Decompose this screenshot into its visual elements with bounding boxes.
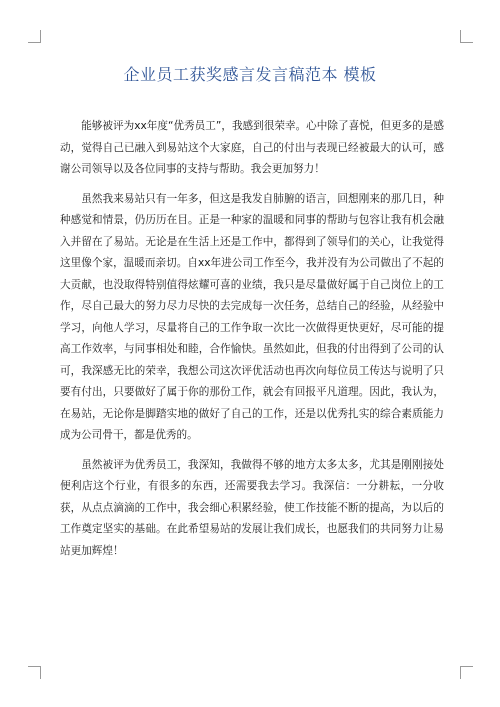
paragraph-2: 虽然我来易站只有一年多，但这是我发自肺腑的语言，回想刚来的那几日，种种感觉和情景，仍历历在目。正是一种家的温暖和同事的帮助与包容让我有机会融入并留在了易站。无论是在生活上还是工作中，都得到了领导们的关心，让我觉得这里像个家，温暖而亲切。自xx年进公司工作至今，我并没有为公司做出了不起的大贡献，也没取得特别值得炫耀可喜的业绩，我只是尽量做好属于自己岗位上的工作，尽自己最大的努力尽力尽快的去完成每一次任务，总结自己的经验，从经验中学习，向他人学习，尽量将自己的工作争取一次比一次做得更快更好，尽可能的提高工作效率，与同事相处和睦，合作愉快。虽然如此，但我的付出得到了公司的认可，我深感无比的荣幸，我想公司这次评优活动也再次向每位员工传达与说明了只要有付出，只要做好了属于你的那份工作，就会有回报平凡道理。因此，我认为，在易站，无论你是脚踏实地的做好了自己的工作，还是以优秀扎实的综合素质能力成为公司骨干，都是优秀的。 [60, 192, 444, 441]
paragraph-3: 虽然被评为优秀员工，我深知，我做得不够的地方太多太多，尤其是刚刚接处便利店这个行业，有很多的东西，还需要我去学习。我深信：一分耕耘，一分收获，从点点滴滴的工作中，我会细心积累经验，使工作技能不断的提高，为以后的工作奠定坚实的基础。在此希望易站的发展让我们成长，也愿我们的共同努力让易站更加辉煌！ [60, 458, 444, 557]
corner-mark-top-right [460, 30, 473, 43]
corner-mark-bottom-right [460, 666, 473, 679]
document-title: 企业员工获奖感言发言稿范本 模板 [123, 65, 377, 84]
corner-mark-top-left [28, 30, 41, 43]
document-body [60, 116, 444, 570]
corner-mark-bottom-left [28, 666, 41, 679]
paragraph-1: 能够被评为xx年度“优秀员工”，我感到很荣幸。心中除了喜悦，但更多的是感动，觉得自己已融入到易站这个大家庭，自己的付出与表现已经被最大的认可，感谢公司领导以及各位同事的支持与帮助。我会更加努力！ [60, 120, 444, 175]
